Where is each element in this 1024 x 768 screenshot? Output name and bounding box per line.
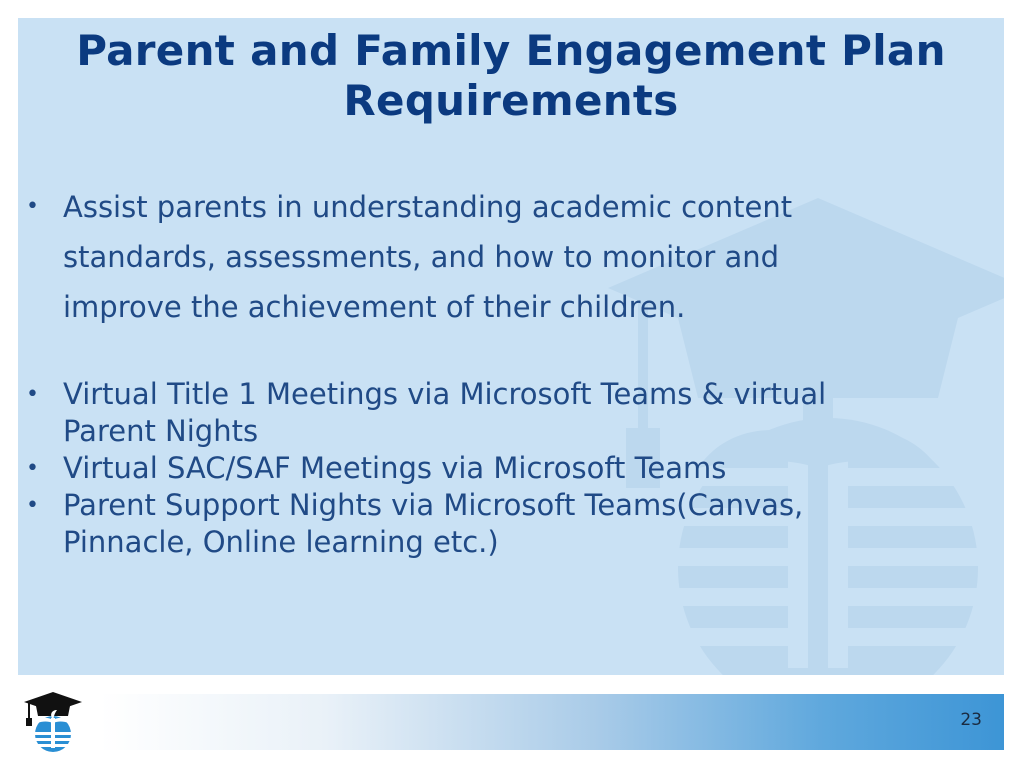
bullet-line: standards, assessments, and how to monitor and — [63, 240, 780, 274]
page-number: 23 — [960, 710, 982, 730]
bullet-line: Pinnacle, Online learning etc.) — [63, 525, 499, 559]
bullet-text — [63, 487, 913, 561]
bullet-text — [63, 182, 913, 332]
slide-content-panel — [18, 18, 1004, 675]
bullet-line: Virtual Title 1 Meetings via Microsoft Teams & virtual — [63, 377, 827, 411]
bullet-marker: • — [26, 382, 39, 407]
bullet-marker: • — [26, 493, 39, 518]
bullet-text — [63, 376, 913, 450]
footer-bar — [100, 694, 1004, 750]
title-line-2: Requirements — [343, 76, 679, 125]
bullet-line: Parent Support Nights via Microsoft Teams(Canvas, — [63, 488, 804, 522]
bullet-marker: • — [26, 194, 39, 219]
bullet-line: improve the achievement of their children. — [63, 290, 686, 324]
slide-title — [18, 26, 1004, 126]
title-line-1: Parent and Family Engagement Plan — [76, 26, 946, 75]
bullet-line: Virtual SAC/SAF Meetings via Microsoft Teams — [63, 451, 727, 485]
bullet-marker: • — [26, 456, 39, 481]
bullet-line: Parent Nights — [63, 414, 259, 448]
bullet-line: Assist parents in understanding academic content — [63, 190, 793, 224]
graduation-cap-palm-tree-logo-icon — [22, 688, 84, 754]
bullet-text — [63, 450, 913, 487]
